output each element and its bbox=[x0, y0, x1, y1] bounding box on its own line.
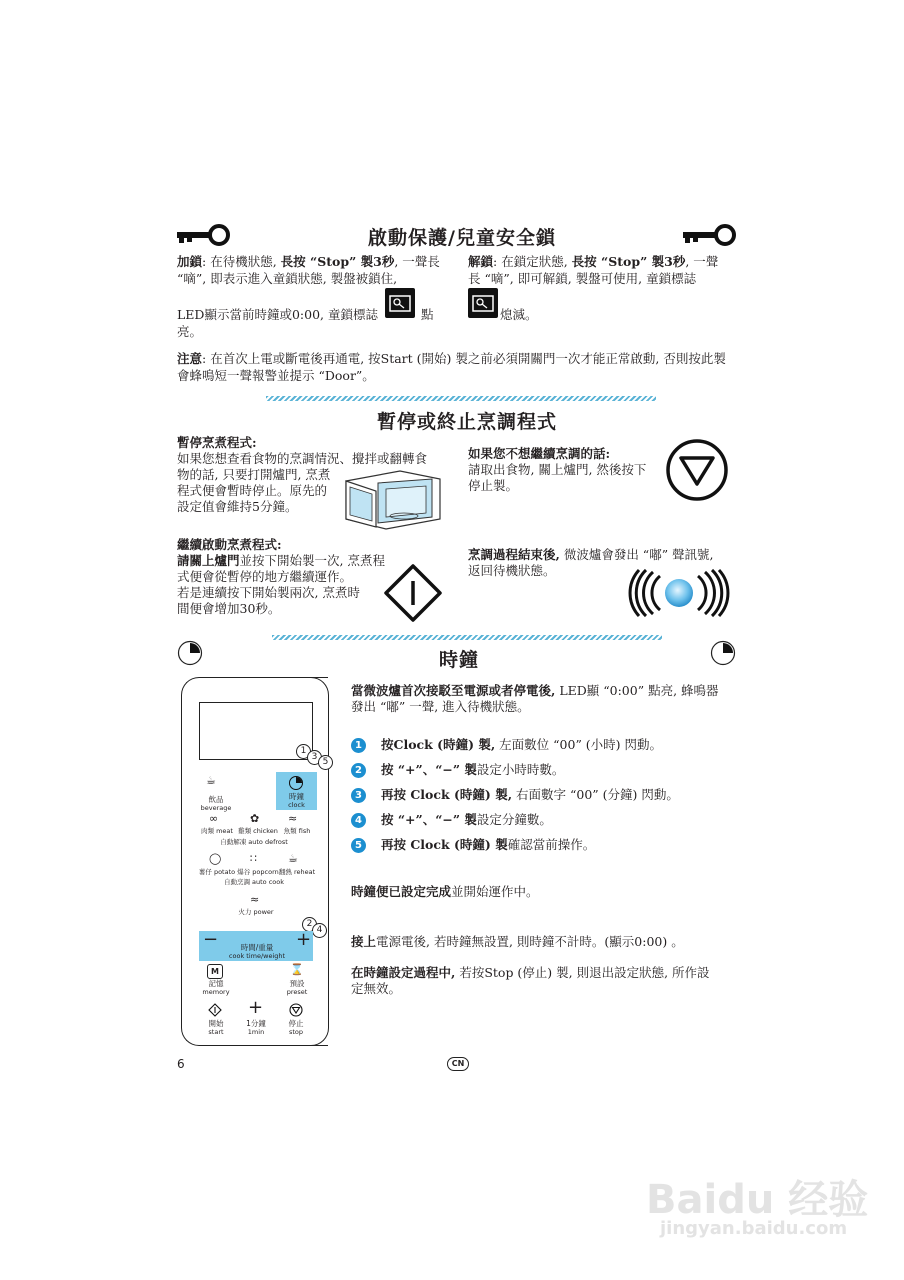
start-key[interactable]: 開始 start bbox=[208, 1019, 224, 1036]
unlock-end: 熄滅。 bbox=[500, 307, 538, 322]
auto-defrost-label: 自動解凍 auto defrost bbox=[220, 838, 288, 846]
open-microwave-illustration bbox=[340, 461, 448, 533]
watermark-brand: Baidu 经验 bbox=[646, 1177, 869, 1223]
resume-line-4: 間便會增加30秒。 bbox=[177, 601, 281, 616]
power-key[interactable]: 火力 power bbox=[238, 908, 274, 916]
preset-key[interactable]: 預設 preset bbox=[286, 979, 308, 996]
start-key-icon bbox=[208, 1003, 222, 1017]
watermark-url: jingyan.baidu.com bbox=[660, 1218, 848, 1239]
end-line-1: 烹調過程結束後, 微波爐會發出 “嘟” 聲訊號, bbox=[468, 547, 714, 562]
stop-line-1: 請取出食物, 關上爐門, 然後按下 bbox=[468, 462, 647, 477]
callout-2: 2 bbox=[302, 917, 317, 932]
resume-line-3: 若是連續按下開始製兩次, 烹煮時 bbox=[177, 585, 360, 600]
callout-5: 5 bbox=[318, 755, 333, 770]
beverage-key[interactable]: 飲品 beverage bbox=[200, 795, 232, 812]
meat-key[interactable]: 肉類 meat bbox=[201, 827, 233, 835]
fish-key[interactable]: 魚類 fish bbox=[283, 827, 311, 835]
lock-paragraph: 加鎖: 在待機狀態, 長按 “Stop” 製3秒, 一聲長 “嘀”, 即表示進入童鎖狀態, 製盤被鎖住, bbox=[177, 254, 440, 286]
clock-intro-line-1: 當微波爐首次接駁至電源或者停電後, LED顯 “0:00” 點亮, 蜂鳴器 bbox=[351, 683, 719, 698]
key-icon-right bbox=[683, 223, 737, 247]
time-weight-label: 時間/重量 cook time/weight bbox=[228, 943, 286, 960]
unlock-label: 解鎖 bbox=[468, 254, 494, 269]
minus-key[interactable]: − bbox=[203, 929, 219, 950]
clock-stop-line-1: 在時鐘設定過程中, 若按Stop (停止) 製, 則退出設定狀態, 所作設 bbox=[351, 965, 710, 980]
chicken-key[interactable]: 雞類 chicken bbox=[238, 827, 278, 835]
preset-icon: ⌛ bbox=[290, 963, 304, 976]
power-icon: ≈ bbox=[250, 893, 260, 906]
child-lock-icon bbox=[385, 288, 415, 318]
clock-step-1: 1 按Clock (時鐘) 製, 左面數位 “00” (小時) 閃動。 bbox=[351, 736, 731, 753]
plus-key[interactable]: + bbox=[296, 929, 312, 950]
divider-hatch-1 bbox=[266, 396, 656, 401]
clock-power-line: 接上電源電後, 若時鐘無設置, 則時鐘不計時。(顯示0:00) 。 bbox=[351, 934, 684, 949]
clock-icon-left bbox=[177, 640, 203, 666]
popcorn-key[interactable]: 爆谷 popcorn bbox=[237, 868, 279, 876]
unlock-paragraph: 解鎖: 在鎖定狀態, 長按 “Stop” 製3秒, 一聲長 “嘀”, 即可解鎖, 製盤可使用, 童鎖標誌 bbox=[468, 254, 719, 286]
pause-line-1: 如果您想查看食物的烹調情況、攪拌或翻轉食 bbox=[177, 451, 428, 466]
memory-icon: M bbox=[207, 964, 223, 979]
clock-step-2: 2 按 “+”、“−” 製設定小時時數。 bbox=[351, 761, 731, 778]
pause-line-2: 物的話, 只要打開爐門, 烹煮 bbox=[177, 467, 331, 482]
stop-button-icon bbox=[665, 438, 729, 502]
pause-section-title: 暫停或終止烹調程式 bbox=[377, 411, 558, 433]
clock-section-title: 時鐘 bbox=[439, 649, 480, 671]
beverage-icon: ☕ bbox=[206, 774, 216, 787]
reheat-key[interactable]: 翻熱 reheat bbox=[278, 868, 316, 876]
potato-icon: ◯ bbox=[209, 852, 222, 865]
clock-icon-right bbox=[710, 640, 736, 666]
note-paragraph: 注意: 在首次上電或斷電後再通電, 按Start (開始) 製之前必須開關門一次才能正常啟動, 否則按此製會蜂鳴短一聲報警並提示 “Door”。 bbox=[177, 351, 726, 383]
auto-cook-label: 自動烹調 auto cook bbox=[223, 878, 285, 886]
clock-key-icon bbox=[288, 775, 304, 791]
stop-key-icon bbox=[289, 1003, 303, 1017]
language-badge: CN bbox=[447, 1057, 469, 1071]
pause-line-4: 設定值會維持5分鐘。 bbox=[177, 499, 298, 514]
memory-key[interactable]: 記憶 memory bbox=[202, 979, 230, 996]
pause-heading: 暫停烹煮程式: bbox=[177, 435, 257, 450]
lock-led-end-wrap: 亮。 bbox=[177, 324, 203, 339]
clock-key-label: 時鐘 clock bbox=[288, 792, 305, 809]
stop-key[interactable]: 停止 stop bbox=[288, 1019, 304, 1036]
meat-icon: ∞ bbox=[209, 812, 219, 825]
chicken-icon: ✿ bbox=[250, 812, 260, 825]
clock-step-5: 5 再按 Clock (時鐘) 製確認當前操作。 bbox=[351, 836, 731, 853]
popcorn-icon: ∷ bbox=[250, 852, 257, 865]
note-label: 注意 bbox=[177, 351, 203, 366]
page-number: 6 bbox=[177, 1057, 185, 1071]
lock-led-line: LED顯示當前時鐘或0:00, 童鎖標誌 bbox=[177, 307, 378, 322]
callout-3: 3 bbox=[307, 750, 322, 765]
key-icon-left bbox=[177, 223, 231, 247]
clock-done-line: 時鐘便已設定完成並開始運作中。 bbox=[351, 884, 539, 899]
resume-line-2: 式便會從暫停的地方繼續運作。 bbox=[177, 569, 353, 584]
pause-line-3: 程式便會暫時停止。原先的 bbox=[177, 483, 328, 498]
end-line-2: 返回待機狀態。 bbox=[468, 563, 556, 578]
beep-sound-icon bbox=[626, 568, 732, 618]
child-lock-icon-unlock bbox=[468, 288, 498, 318]
stop-heading: 如果您不想繼續烹調的話: bbox=[468, 446, 611, 461]
callout-4: 4 bbox=[312, 923, 327, 938]
clock-step-4: 4 按 “+”、“−” 製設定分鐘數。 bbox=[351, 811, 731, 828]
stop-line-2: 停止製。 bbox=[468, 478, 519, 493]
resume-heading: 繼續啟動烹煮程式: bbox=[177, 537, 282, 552]
divider-hatch-2 bbox=[272, 635, 662, 640]
one-min-key-icon: + bbox=[248, 997, 264, 1018]
start-button-icon bbox=[383, 563, 443, 623]
callout-1: 1 bbox=[296, 744, 311, 759]
fish-icon: ≈ bbox=[288, 812, 298, 825]
lock-section-title: 啟動保護/兒童安全鎖 bbox=[368, 227, 556, 249]
reheat-icon: ☕ bbox=[288, 852, 298, 865]
potato-key[interactable]: 薯仔 potato bbox=[198, 868, 236, 876]
lock-led-end: 點 bbox=[421, 307, 434, 322]
one-min-key[interactable]: 1分鐘 1min bbox=[246, 1019, 266, 1036]
clock-stop-line-2: 定無效。 bbox=[351, 981, 402, 996]
clock-intro-line-2: 發出 “嘟” 一聲, 進入待機狀態。 bbox=[351, 699, 530, 714]
clock-step-3: 3 再按 Clock (時鐘) 製, 右面數字 “00” (分鐘) 閃動。 bbox=[351, 786, 731, 803]
lock-label: 加鎖 bbox=[177, 254, 203, 269]
resume-line-1: 請關上爐門並按下開始製一次, 烹煮程 bbox=[177, 553, 385, 568]
